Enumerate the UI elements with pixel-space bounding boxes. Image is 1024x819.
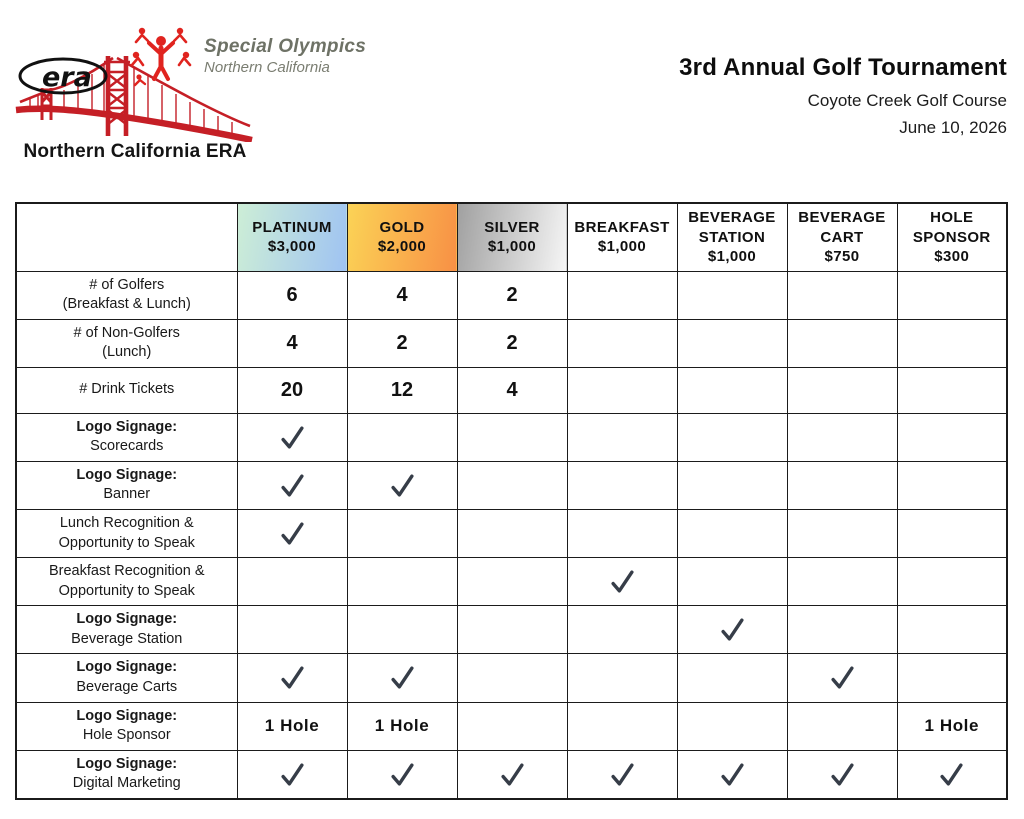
row-label-line2: Hole Sponsor [82, 727, 171, 744]
empty-cell [457, 510, 567, 558]
special-olympics-logo [128, 22, 366, 88]
row-label [16, 319, 237, 367]
era-logo-text: Northern California ERA [23, 141, 247, 162]
row-label-line1: # Drink Tickets [79, 381, 175, 398]
era-badge-text: era [42, 62, 92, 93]
empty-cell [897, 558, 1007, 606]
column-price: $750 [824, 248, 860, 265]
check-cell [237, 461, 347, 509]
row-label [16, 510, 237, 558]
event-title: 3rd Annual Golf Tournament [679, 54, 1007, 81]
row-label-line2: (Breakfast & Lunch) [62, 296, 191, 313]
special-olympics-region: Northern California [204, 59, 330, 76]
sponsorship-table [15, 202, 1008, 800]
empty-cell [677, 271, 787, 319]
row-label [16, 461, 237, 509]
empty-cell [897, 367, 1007, 413]
empty-cell [897, 413, 1007, 461]
empty-cell [787, 606, 897, 654]
corner-cell [16, 203, 237, 271]
column-price: $300 [934, 248, 970, 265]
check-cell [567, 750, 677, 799]
empty-cell [457, 413, 567, 461]
empty-cell [897, 606, 1007, 654]
empty-cell [567, 461, 677, 509]
row-label [16, 271, 237, 319]
empty-cell [347, 413, 457, 461]
column-header-hole-sponsor [897, 203, 1007, 271]
table-row [16, 750, 1007, 799]
empty-cell [787, 367, 897, 413]
check-icon [499, 761, 526, 788]
table-header-row [16, 203, 1007, 271]
check-cell [457, 750, 567, 799]
check-cell [347, 654, 457, 702]
empty-cell [787, 413, 897, 461]
empty-cell [787, 319, 897, 367]
row-label [16, 606, 237, 654]
empty-cell [677, 702, 787, 750]
empty-cell [677, 413, 787, 461]
column-header-gold [347, 203, 457, 271]
empty-cell [457, 606, 567, 654]
check-cell [347, 461, 457, 509]
check-cell [347, 750, 457, 799]
check-icon [609, 568, 636, 595]
table-row [16, 319, 1007, 367]
check-icon [829, 664, 856, 691]
empty-cell [677, 558, 787, 606]
column-name: GOLD [379, 218, 425, 236]
row-label-line1: # of Non-Golfers [73, 324, 180, 341]
row-label-line1: Logo Signage: [76, 466, 178, 483]
table-row [16, 606, 1007, 654]
row-label-line2: Digital Marketing [72, 775, 181, 792]
column-header-breakfast [567, 203, 677, 271]
check-cell [677, 606, 787, 654]
empty-cell [567, 606, 677, 654]
empty-cell [237, 606, 347, 654]
check-cell [787, 750, 897, 799]
empty-cell [457, 702, 567, 750]
row-label-line2: Scorecards [90, 438, 164, 455]
row-label [16, 413, 237, 461]
row-label-line1: # of Golfers [89, 276, 165, 293]
empty-cell [787, 461, 897, 509]
column-name: BEVERAGE CART [798, 209, 886, 246]
value-cell: 1 Hole [897, 702, 1007, 750]
column-header-platinum [237, 203, 347, 271]
check-cell [237, 413, 347, 461]
row-label-line2: Beverage Carts [76, 678, 178, 695]
check-icon [279, 520, 306, 547]
empty-cell [457, 558, 567, 606]
value-cell: 6 [237, 271, 347, 319]
value-cell: 4 [237, 319, 347, 367]
empty-cell [347, 558, 457, 606]
table-row [16, 271, 1007, 319]
empty-cell [677, 461, 787, 509]
column-price: $3,000 [267, 238, 317, 256]
row-label [16, 367, 237, 413]
empty-cell [457, 461, 567, 509]
event-date: June 10, 2026 [899, 118, 1007, 137]
row-label-line1: Logo Signage: [76, 755, 178, 772]
value-cell: 1 Hole [237, 702, 347, 750]
check-icon [279, 761, 306, 788]
empty-cell [897, 510, 1007, 558]
row-label-line1: Breakfast Recognition & [48, 563, 205, 580]
empty-cell [567, 654, 677, 702]
table-row [16, 367, 1007, 413]
column-price: $1,000 [707, 248, 757, 265]
column-header-silver [457, 203, 567, 271]
empty-cell [787, 271, 897, 319]
value-cell: 2 [457, 319, 567, 367]
empty-cell [567, 319, 677, 367]
check-cell [567, 558, 677, 606]
column-price: $1,000 [597, 238, 647, 256]
empty-cell [567, 702, 677, 750]
value-cell: 4 [347, 271, 457, 319]
table-row [16, 702, 1007, 750]
check-icon [719, 761, 746, 788]
check-icon [609, 761, 636, 788]
empty-cell [567, 367, 677, 413]
empty-cell [677, 510, 787, 558]
table-row [16, 413, 1007, 461]
row-label-line2: Opportunity to Speak [58, 534, 195, 551]
check-icon [938, 761, 965, 788]
check-icon [279, 424, 306, 451]
column-price: $1,000 [487, 238, 537, 256]
check-icon [279, 472, 306, 499]
row-label-line1: Logo Signage: [76, 611, 178, 628]
table-row [16, 461, 1007, 509]
check-cell [237, 510, 347, 558]
value-cell: 20 [237, 367, 347, 413]
table-row [16, 654, 1007, 702]
empty-cell [677, 367, 787, 413]
row-label-line2: (Lunch) [102, 344, 152, 361]
empty-cell [347, 606, 457, 654]
row-label-line1: Logo Signage: [76, 418, 178, 435]
check-icon [719, 616, 746, 643]
empty-cell [787, 558, 897, 606]
check-cell [897, 750, 1007, 799]
empty-cell [567, 271, 677, 319]
empty-cell [897, 654, 1007, 702]
empty-cell [677, 319, 787, 367]
row-label-line1: Lunch Recognition & [59, 515, 194, 531]
value-cell: 1 Hole [347, 702, 457, 750]
check-cell [677, 750, 787, 799]
value-cell: 12 [347, 367, 457, 413]
row-label-line2: Opportunity to Speak [58, 582, 195, 599]
check-cell [237, 654, 347, 702]
column-header-beverage-station [677, 203, 787, 271]
row-label-line1: Logo Signage: [76, 659, 178, 676]
column-name: BEVERAGE STATION [688, 209, 776, 246]
check-icon [829, 761, 856, 788]
check-icon [389, 472, 416, 499]
value-cell: 2 [347, 319, 457, 367]
row-label-line1: Logo Signage: [76, 707, 178, 724]
value-cell: 2 [457, 271, 567, 319]
event-venue: Coyote Creek Golf Course [807, 91, 1007, 110]
check-cell [237, 750, 347, 799]
empty-cell [677, 654, 787, 702]
empty-cell [567, 510, 677, 558]
empty-cell [897, 461, 1007, 509]
row-label [16, 702, 237, 750]
row-label [16, 750, 237, 799]
check-cell [787, 654, 897, 702]
empty-cell [787, 510, 897, 558]
empty-cell [787, 702, 897, 750]
table-row [16, 510, 1007, 558]
check-icon [389, 761, 416, 788]
table-body [16, 271, 1007, 799]
value-cell: 4 [457, 367, 567, 413]
column-price: $2,000 [377, 238, 427, 256]
empty-cell [897, 319, 1007, 367]
column-name: SILVER [484, 218, 540, 236]
empty-cell [897, 271, 1007, 319]
column-name: BREAKFAST [574, 218, 670, 236]
check-icon [389, 664, 416, 691]
row-label [16, 654, 237, 702]
empty-cell [347, 510, 457, 558]
column-header-beverage-cart [787, 203, 897, 271]
column-name: HOLE SPONSOR [912, 209, 991, 246]
special-olympics-icon [128, 22, 194, 88]
special-olympics-name: Special Olympics [204, 36, 367, 57]
empty-cell [457, 654, 567, 702]
event-info [679, 54, 1007, 138]
empty-cell [237, 558, 347, 606]
row-label-line2: Banner [103, 486, 151, 503]
empty-cell [567, 413, 677, 461]
check-icon [279, 664, 306, 691]
table-row [16, 558, 1007, 606]
column-name: PLATINUM [252, 218, 332, 236]
row-label-line2: Beverage Station [71, 630, 183, 647]
row-label [16, 558, 237, 606]
